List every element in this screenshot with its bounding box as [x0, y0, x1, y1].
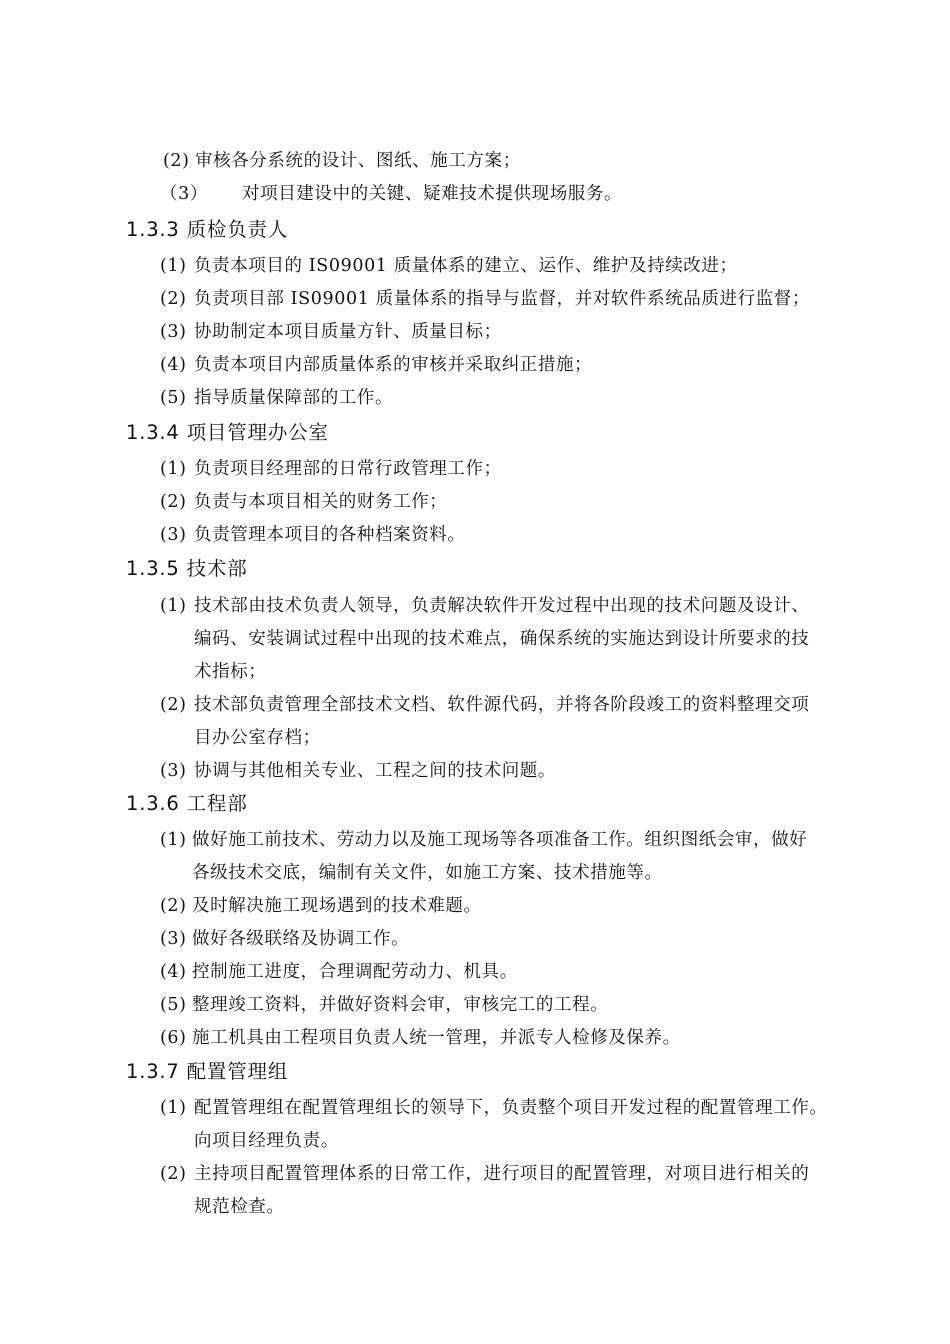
list-item	[160, 387, 393, 409]
item-text: 负责本项目的 IS09001 质量体系的建立、运作、维护及持续改进；	[194, 256, 738, 276]
item-number: （3）	[160, 184, 208, 204]
item-continuation: 规范检查。	[194, 1197, 285, 1217]
item-number: (2)	[160, 1164, 187, 1184]
item-number: (5)	[160, 995, 187, 1015]
item-number: (2)	[160, 896, 187, 916]
item-number: (2)	[160, 492, 187, 512]
list-item	[160, 595, 809, 617]
item-continuation: 各级技术交底，编制有关文件，如施工方案、技术措施等。	[192, 863, 663, 883]
list-item	[160, 1163, 809, 1185]
item-text: 及时解决施工现场遇到的技术难题。	[192, 896, 482, 916]
item-text: 协助制定本项目质量方针、质量目标；	[194, 322, 502, 342]
list-item	[160, 288, 810, 310]
item-number: (2)	[160, 289, 187, 309]
list-item	[160, 694, 809, 716]
item-number: (4)	[160, 355, 187, 375]
item-text: 技术部负责管理全部技术文档、软件源代码，并将各阶段竣工的资料整理交项	[194, 695, 810, 715]
item-number: (1)	[160, 596, 187, 616]
list-item	[160, 524, 466, 546]
item-number: (6)	[160, 1028, 187, 1048]
item-text: 审核各分系统的设计、图纸、施工方案；	[195, 151, 521, 171]
list-item	[163, 150, 521, 172]
item-number: (5)	[160, 388, 187, 408]
item-continuation: 术指标；	[194, 662, 267, 682]
list-item	[160, 928, 409, 950]
item-text: 负责本项目内部质量体系的审核并采取纠正措施；	[194, 355, 593, 375]
item-number: (2)	[160, 695, 187, 715]
section-heading: 1.3.4 项目管理办公室	[126, 421, 329, 444]
item-text: 负责管理本项目的各种档案资料。	[194, 525, 466, 545]
item-text: 对项目建设中的关键、疑难技术提供现场服务。	[242, 184, 623, 204]
item-text: 整理竣工资料，并做好资料会审，审核完工的工程。	[192, 995, 609, 1015]
item-text: 协调与其他相关专业、工程之间的技术问题。	[194, 761, 556, 781]
item-number: (1)	[160, 459, 187, 479]
item-text: 配置管理组在配置管理组长的领导下，负责整个项目开发过程的配置管理工作。	[194, 1098, 828, 1118]
item-continuation: 向项目经理负责。	[194, 1131, 339, 1151]
item-continuation: 编码、安装调试过程中出现的技术难点，确保系统的实施达到设计所要求的技	[194, 629, 810, 649]
item-number: (3)	[160, 929, 187, 949]
item-text: 负责与本项目相关的财务工作；	[194, 492, 448, 512]
section-heading: 1.3.5 技术部	[126, 557, 248, 580]
item-text: 主持项目配置管理体系的日常工作，进行项目的配置管理，对项目进行相关的	[194, 1164, 810, 1184]
list-item	[160, 829, 807, 851]
item-number: (3)	[160, 761, 187, 781]
item-number: (1)	[160, 1098, 187, 1118]
list-item	[160, 321, 502, 343]
item-number: (2)	[163, 151, 190, 171]
item-text: 控制施工进度，合理调配劳动力、机具。	[192, 962, 518, 982]
item-text: 负责项目部 IS09001 质量体系的指导与监督，并对软件系统品质进行监督；	[194, 289, 810, 309]
list-item	[160, 1027, 681, 1049]
section-heading: 1.3.6 工程部	[126, 792, 248, 815]
item-text: 技术部由技术负责人领导，负责解决软件开发过程中出现的技术问题及设计、	[194, 596, 810, 616]
list-item	[160, 895, 482, 917]
item-text: 施工机具由工程项目负责人统一管理，并派专人检修及保养。	[192, 1028, 681, 1048]
item-number: (3)	[160, 322, 187, 342]
list-item	[160, 491, 447, 513]
list-item	[160, 1097, 828, 1119]
list-item	[160, 961, 518, 983]
list-item	[160, 760, 556, 782]
item-text: 做好施工前技术、劳动力以及施工现场等各项准备工作。组织图纸会审，做好	[192, 830, 808, 850]
item-text: 负责项目经理部的日常行政管理工作；	[194, 459, 502, 479]
list-item	[160, 183, 622, 205]
list-item	[160, 994, 608, 1016]
item-text: 指导质量保障部的工作。	[194, 388, 394, 408]
item-number: (1)	[160, 830, 187, 850]
item-text: 做好各级联络及协调工作。	[192, 929, 410, 949]
list-item	[160, 458, 502, 480]
list-item	[160, 354, 592, 376]
list-item	[160, 255, 738, 277]
item-number: (4)	[160, 962, 187, 982]
section-heading: 1.3.3 质检负责人	[126, 218, 289, 241]
item-continuation: 目办公室存档；	[194, 728, 321, 748]
item-number: (1)	[160, 256, 187, 276]
item-number: (3)	[160, 525, 187, 545]
section-heading: 1.3.7 配置管理组	[126, 1060, 289, 1083]
